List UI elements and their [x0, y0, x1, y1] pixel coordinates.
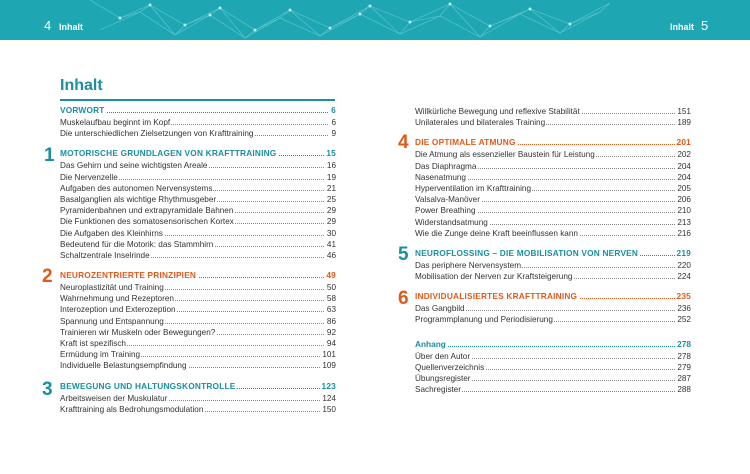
toc-entry[interactable]: Neuroplastizität und Training 50 — [60, 283, 336, 293]
right-page-number: 5 — [701, 18, 709, 33]
chapter-number-2: 2 — [42, 266, 53, 287]
toc-entry[interactable]: Über den Autor 278 — [415, 351, 691, 361]
toc-entry[interactable]: Hyperventilation im Krafttraining 205 — [415, 183, 691, 193]
toc-entry[interactable]: Die unterschiedlichen Zielsetzungen von Krafttraining 9 — [60, 129, 336, 139]
toc-chapter-6[interactable]: INDIVIDUALISIERTES KRAFTTRAINING 235 — [415, 291, 691, 302]
toc-chapter-3[interactable]: BEWEGUNG UND HALTUNGSKONTROLLE 123 — [60, 380, 336, 391]
toc-entry[interactable]: Das periphere Nervensystem 220 — [415, 260, 691, 270]
toc-entry[interactable]: Kraft ist spezifisch 94 — [60, 339, 336, 348]
chapter-number-5: 5 — [398, 244, 409, 265]
chapter-number-1: 1 — [44, 145, 55, 166]
toc-entry[interactable]: Willkürliche Bewegung und reflexive Stabilität 151 — [415, 107, 691, 116]
toc-entry[interactable]: Aufgaben des autonomen Nervensystems 21 — [60, 183, 336, 193]
toc-chapter-2[interactable]: NEUROZENTRIERTE PRINZIPIEN 49 — [60, 270, 336, 281]
toc-entry[interactable]: Die Funktionen des somatosensorischen Kortex 29 — [60, 217, 336, 227]
toc-entry[interactable]: Wahrnehmung und Rezeptoren 58 — [60, 294, 336, 304]
left-page-number: 4 — [44, 18, 52, 33]
toc-entry[interactable]: Die Aufgaben des Kleinhirns 30 — [60, 228, 336, 238]
toc-chapter-4[interactable]: DIE OPTIMALE ATMUNG 201 — [415, 137, 691, 148]
toc-entry[interactable]: Widerstandsatmung 213 — [415, 217, 691, 227]
toc-entry[interactable]: Wie die Zunge deine Kraft beeinflussen kann 216 — [415, 228, 691, 238]
toc-entry[interactable]: Schaltzentrale Inselrinde 46 — [60, 250, 336, 260]
toc-entry[interactable]: Ermüdung im Training 101 — [60, 350, 336, 360]
toc-entry[interactable]: Bedeutend für die Motorik: das Stammhirn 41 — [60, 239, 336, 249]
toc-section-anhang[interactable]: Anhang 278 — [415, 338, 691, 349]
toc-entry[interactable]: Individuelle Belastungsempfindung 109 — [60, 361, 336, 371]
toc-left-column — [60, 104, 336, 415]
chapter-number-3: 3 — [42, 379, 53, 400]
toc-chapter-5[interactable]: NEUROFLOSSING – DIE MOBILISATION VON NERVEN 219 — [415, 247, 691, 258]
toc-entry[interactable]: Arbeitsweisen der Muskulatur 124 — [60, 393, 336, 403]
toc-entry[interactable]: Power Breathing 210 — [415, 206, 691, 216]
toc-entry[interactable]: Spannung und Entspannung 86 — [60, 316, 336, 326]
toc-entry[interactable]: Muskelaufbau beginnt im Kopf 6 — [60, 118, 336, 127]
toc-entry[interactable]: Valsalva-Manöver 206 — [415, 195, 691, 205]
toc-entry[interactable]: Die Nervenzelle 19 — [60, 172, 336, 182]
toc-entry[interactable]: Pyramidenbahnen und extrapyramidale Bahnen 29 — [60, 206, 336, 216]
chapter-number-4: 4 — [398, 132, 409, 153]
right-header-label: Inhalt — [670, 22, 694, 32]
toc-entry[interactable]: Übungsregister 287 — [415, 374, 691, 383]
toc-entry[interactable]: Nasenatmung 204 — [415, 172, 691, 182]
toc-entry[interactable]: Krafttraining als Bedrohungsmodulation 150 — [60, 404, 336, 414]
toc-entry[interactable]: Mobilisation der Nerven zur Kraftsteigerung 224 — [415, 272, 691, 282]
toc-entry[interactable]: Das Gangbild 236 — [415, 304, 691, 314]
toc-entry[interactable]: Quellenverzeichnis 279 — [415, 362, 691, 372]
page-title: Inhalt — [60, 77, 103, 94]
toc-entry[interactable]: Das Diaphragma 204 — [415, 161, 691, 171]
toc-entry[interactable]: Basalganglien als wichtige Rhythmusgeber 25 — [60, 194, 336, 204]
chapter-number-6: 6 — [398, 288, 409, 309]
network-pattern-icon — [0, 0, 750, 40]
toc-section-vorwort[interactable]: VORWORT 6 — [60, 105, 336, 115]
toc-entry[interactable]: Die Atmung als essenzieller Baustein für Leistung 202 — [415, 150, 691, 160]
toc-entry[interactable]: Programmplanung und Periodisierung 252 — [415, 315, 691, 325]
toc-entry[interactable]: Unilaterales und bilaterales Training 189 — [415, 118, 691, 128]
toc-right-column — [415, 106, 691, 395]
toc-chapter-1[interactable]: MOTORISCHE GRUNDLAGEN VON KRAFTTRAINING 15 — [60, 148, 336, 159]
left-header-label: Inhalt — [59, 22, 83, 32]
title-rule — [60, 99, 335, 101]
toc-entry[interactable]: Sachregister 288 — [415, 385, 691, 395]
page-header — [0, 0, 750, 40]
toc-entry[interactable]: Das Gehirn und seine wichtigsten Areale 16 — [60, 161, 336, 171]
toc-entry[interactable]: Trainieren wir Muskeln oder Bewegungen? 92 — [60, 327, 336, 337]
toc-entry[interactable]: Interozeption und Exterozeption 63 — [60, 305, 336, 315]
